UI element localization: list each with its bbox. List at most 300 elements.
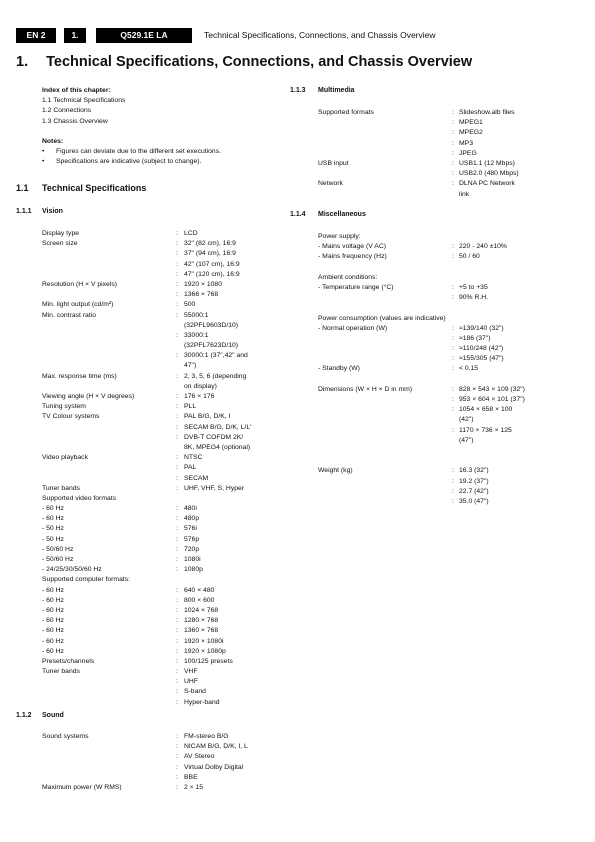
spec-separator: : [452, 119, 454, 127]
chapter-index [42, 86, 282, 127]
spec-value: 1080i [184, 556, 201, 563]
spec-row [318, 314, 583, 324]
spec-label: - Mains voltage (V AC) [318, 243, 386, 251]
spec-separator: : [176, 311, 178, 319]
spec-separator: : [176, 352, 178, 360]
spec-row [42, 555, 287, 565]
spec-value: ≈139/140 (32") [459, 324, 504, 332]
spec-value: (32PFL9603D/10) [184, 321, 239, 329]
spec-row [42, 453, 287, 463]
spec-row [42, 311, 287, 321]
spec-value: 720p [184, 545, 200, 553]
spec-label: Ambient conditions: [318, 273, 378, 281]
spec-value: ≈186 (37") [459, 334, 491, 342]
spec-row [318, 293, 583, 303]
spec-value: < 0.15 [459, 365, 479, 373]
multimedia-spec-table [318, 108, 583, 200]
spec-value: 576p [184, 535, 200, 543]
spec-value: 32" (82 cm), 16:9 [184, 240, 236, 248]
spec-row [318, 232, 583, 242]
spec-value: (47") [459, 436, 474, 444]
spec-value: 640 × 480 [184, 586, 215, 594]
notes [42, 137, 282, 168]
spec-separator: : [176, 763, 178, 771]
spec-row [42, 626, 287, 636]
spec-separator: : [176, 240, 178, 248]
spec-value: ≈110/248 (42") [459, 345, 504, 353]
sound-spec-table [42, 732, 287, 793]
spec-row [42, 382, 287, 392]
spec-separator: : [452, 355, 454, 363]
spec-separator: : [176, 647, 178, 655]
spec-row [42, 773, 287, 783]
spec-label: - Standby (W) [318, 365, 360, 373]
spec-value: 1054 × 658 × 100 [459, 406, 513, 414]
spec-separator: : [452, 170, 454, 178]
spec-value: 37" (94 cm), 16:9 [184, 250, 236, 258]
spec-row [42, 565, 287, 575]
spec-value: link [459, 190, 470, 198]
spec-separator: : [176, 783, 178, 791]
spec-row [318, 395, 583, 405]
spec-label: - 60 Hz [42, 505, 64, 513]
spec-separator: : [176, 230, 178, 237]
spec-separator: : [452, 324, 454, 332]
spec-separator: : [176, 637, 178, 645]
spec-separator: : [176, 698, 178, 706]
spec-row [42, 575, 287, 585]
spec-value: PLL [184, 403, 197, 411]
spec-separator: : [452, 253, 454, 261]
spec-label: - 60 Hz [42, 617, 64, 625]
spec-value: 480i [184, 505, 197, 513]
chapter-title: Technical Specifications, Connections, and Chassis Overview [46, 54, 473, 70]
spec-row [42, 535, 287, 545]
spec-value: 1920 × 1080i [184, 637, 224, 645]
spec-row [42, 545, 287, 555]
spec-separator: : [176, 606, 178, 614]
spec-value: 1024 × 768 [184, 606, 219, 614]
spec-value: 1280 × 768 [184, 617, 219, 625]
spec-row [42, 667, 287, 677]
spec-separator: : [452, 334, 454, 342]
note-item: • Figures can deviate due to the different set executions. [42, 147, 282, 157]
spec-label: Supported computer formats: [42, 576, 131, 584]
spec-separator: : [452, 283, 454, 291]
spec-row [318, 128, 583, 138]
spec-label: USB input [318, 159, 349, 167]
spec-row [42, 742, 287, 752]
spec-label: Presets/channels [42, 657, 95, 665]
spec-separator: : [176, 423, 178, 431]
spec-label: - Normal operation (W) [318, 324, 388, 332]
spec-separator: : [452, 139, 454, 147]
spec-row [318, 149, 583, 159]
page-header [0, 28, 595, 43]
spec-value: 47") [184, 362, 197, 370]
spec-row [318, 242, 583, 252]
section-number: 1.1 [16, 183, 29, 193]
spec-value: VHF [184, 668, 198, 676]
spec-value: DVB-T COFDM 2K/ [184, 433, 244, 441]
spec-label: - 60 Hz [42, 596, 64, 604]
spec-separator: : [452, 365, 454, 373]
spec-separator: : [176, 627, 178, 635]
spec-row [42, 657, 287, 667]
vision-spec-table [42, 229, 287, 708]
spec-separator: : [176, 372, 178, 380]
spec-value: AV Stereo [184, 753, 215, 761]
spec-separator: : [452, 406, 454, 414]
spec-row [42, 698, 287, 708]
spec-row [42, 752, 287, 762]
spec-separator: : [176, 586, 178, 594]
spec-label: Viewing angle (H × V degrees) [42, 393, 135, 400]
spec-separator: : [176, 566, 178, 574]
spec-row [318, 436, 583, 446]
header-tab-page: EN 2 [16, 28, 56, 43]
spec-row [42, 637, 287, 647]
spec-separator: : [176, 291, 178, 299]
spec-value: 480p [184, 515, 200, 523]
spec-value: NTSC [184, 454, 203, 462]
spec-value: 1366 × 768 [184, 291, 219, 299]
spec-row [318, 415, 583, 425]
spec-row [42, 229, 287, 239]
spec-value: Virtual Dolby Digital [184, 763, 244, 771]
spec-value: 1360 × 768 [184, 627, 219, 635]
spec-separator: : [452, 109, 454, 116]
spec-value: UHF [184, 678, 198, 686]
spec-row [42, 763, 287, 773]
spec-label: - 60 Hz [42, 647, 64, 655]
spec-row [318, 344, 583, 354]
spec-row [42, 270, 287, 280]
spec-row [42, 280, 287, 290]
spec-value: S-band [184, 688, 206, 696]
page-title [16, 54, 472, 70]
spec-label: Min. contrast ratio [42, 311, 97, 319]
spec-row [42, 331, 287, 341]
spec-separator: : [176, 250, 178, 258]
spec-value: ≈155/305 (47") [459, 355, 504, 363]
spec-value: 16.3 (32") [459, 467, 489, 475]
spec-row [42, 321, 287, 331]
spec-value: PAL [184, 464, 197, 472]
spec-row [42, 606, 287, 616]
spec-row [318, 263, 583, 273]
index-item[interactable]: 1.3 Chassis Overview [42, 117, 108, 125]
spec-value: USB2.0 (480 Mbps) [459, 170, 519, 178]
spec-separator: : [452, 294, 454, 302]
spec-row [42, 372, 287, 382]
spec-separator: : [176, 733, 178, 740]
header-tab-chassis: Q529.1E LA [96, 28, 192, 43]
spec-label: Power consumption (values are indicative) [318, 314, 446, 322]
spec-value: BBE [184, 773, 198, 781]
spec-separator: : [452, 159, 454, 167]
spec-row [42, 616, 287, 626]
spec-value: 19.2 (37") [459, 477, 489, 485]
spec-separator: : [176, 301, 178, 309]
spec-value: USB1.1 (12 Mbps) [459, 159, 515, 167]
spec-label: - Temperature range (°C) [318, 283, 394, 291]
spec-label: Weight (kg) [318, 467, 353, 475]
spec-row [42, 361, 287, 371]
spec-value: on display) [184, 382, 217, 390]
spec-label: Tuning system [42, 403, 86, 411]
spec-label: Maximum power (W RMS) [42, 783, 122, 791]
spec-value: PAL B/G, D/K, I [184, 413, 231, 421]
header-title: Technical Specifications, Connections, and Chassis Overview [204, 30, 436, 40]
spec-row [42, 484, 287, 494]
spec-separator: : [176, 454, 178, 462]
spec-separator: : [176, 556, 178, 563]
spec-value: (32PFL7623D/10) [184, 342, 239, 350]
spec-row [318, 375, 583, 385]
spec-row [42, 463, 287, 473]
spec-row [318, 303, 583, 313]
spec-label: Screen size [42, 240, 78, 248]
spec-row [42, 443, 287, 453]
spec-separator: : [176, 484, 178, 492]
spec-label: - 60 Hz [42, 586, 64, 594]
spec-separator: : [176, 515, 178, 523]
spec-row [318, 324, 583, 334]
spec-row [318, 446, 583, 456]
spec-value: 1080p [184, 566, 203, 574]
spec-row [318, 456, 583, 466]
spec-label: - 60 Hz [42, 637, 64, 645]
spec-row [42, 783, 287, 793]
spec-separator: : [452, 467, 454, 475]
section-title: Multimedia [318, 87, 355, 94]
spec-row [318, 426, 583, 436]
spec-row [42, 586, 287, 596]
spec-row [318, 487, 583, 497]
spec-separator: : [452, 487, 454, 495]
spec-separator: : [176, 688, 178, 696]
spec-value: 50 / 60 [459, 253, 480, 261]
spec-value: 2 × 15 [184, 783, 204, 791]
note-item: • Specifications are indicative (subject to change). [42, 157, 282, 167]
spec-value: JPEG [459, 149, 477, 157]
spec-separator: : [452, 129, 454, 137]
spec-separator: : [176, 280, 178, 288]
spec-row [318, 159, 583, 169]
index-heading: Index of this chapter: [42, 87, 111, 94]
index-item[interactable]: 1.1 Technical Specifications [42, 97, 126, 105]
spec-value: 42" (107 cm), 16:9 [184, 260, 240, 268]
spec-row [42, 514, 287, 524]
spec-row [42, 239, 287, 249]
spec-separator: : [452, 396, 454, 403]
spec-row [318, 283, 583, 293]
spec-separator: : [452, 149, 454, 157]
spec-label: Power supply: [318, 233, 361, 240]
section-number: 1.1.3 [290, 87, 306, 94]
spec-row [42, 433, 287, 443]
spec-separator: : [176, 433, 178, 441]
spec-row [318, 190, 583, 200]
spec-label: Video playback [42, 454, 88, 462]
spec-row [318, 364, 583, 374]
spec-separator: : [452, 243, 454, 251]
index-item[interactable]: 1.2 Connections [42, 107, 92, 115]
spec-label: - 60 Hz [42, 515, 64, 523]
spec-value: 22.7 (42") [459, 487, 489, 495]
spec-value: LCD [184, 230, 198, 237]
spec-separator: : [176, 596, 178, 604]
spec-value: MPEG1 [459, 119, 483, 127]
spec-row [318, 118, 583, 128]
spec-separator: : [176, 657, 178, 665]
spec-value: 176 × 176 [184, 393, 215, 400]
spec-row [42, 524, 287, 534]
spec-label: - 50/60 Hz [42, 556, 74, 563]
spec-label: - 60 Hz [42, 606, 64, 614]
spec-value: MP3 [459, 139, 473, 147]
spec-row [318, 497, 583, 507]
section-title: Technical Specifications [42, 183, 147, 193]
spec-label: Dimensions (W × H × D in mm) [318, 385, 413, 393]
spec-separator: : [176, 545, 178, 553]
spec-value: 1920 × 1080 [184, 280, 222, 288]
spec-value: FM-stereo B/G [184, 733, 229, 740]
spec-label: - 50 Hz [42, 525, 64, 533]
spec-separator: : [176, 474, 178, 482]
spec-row [42, 392, 287, 402]
spec-value: 100/125 presets [184, 657, 233, 665]
spec-row [318, 139, 583, 149]
spec-separator: : [452, 385, 454, 393]
spec-row [318, 354, 583, 364]
spec-separator: : [452, 180, 454, 188]
spec-value: 90% R.H. [459, 294, 489, 302]
spec-separator: : [176, 270, 178, 278]
spec-separator: : [176, 678, 178, 686]
spec-row [42, 290, 287, 300]
spec-row [318, 385, 583, 395]
spec-value: 576i [184, 525, 197, 533]
spec-separator: : [176, 331, 178, 339]
spec-separator: : [176, 403, 178, 411]
section-number: 1.1.2 [16, 712, 32, 719]
spec-separator: : [452, 426, 454, 434]
spec-row [42, 260, 287, 270]
spec-row [42, 351, 287, 361]
spec-value: +5 to +35 [459, 283, 488, 291]
spec-row [318, 108, 583, 118]
spec-value: 8K, MPEG4 (optional) [184, 443, 251, 451]
spec-label: Network [318, 180, 343, 188]
spec-value: 1920 × 1080p [184, 647, 226, 655]
spec-separator: : [452, 477, 454, 485]
spec-value: Hyper-band [184, 698, 220, 706]
spec-row [42, 732, 287, 742]
spec-row [42, 474, 287, 484]
spec-separator: : [176, 668, 178, 676]
spec-value: Slideshow.alb files [459, 109, 515, 116]
spec-separator: : [176, 464, 178, 472]
spec-separator: : [176, 393, 178, 400]
spec-value: 1170 × 736 × 125 [459, 426, 512, 434]
spec-row [42, 300, 287, 310]
spec-label: TV Colour systems [42, 413, 100, 421]
spec-value: 35.0 (47") [459, 497, 489, 505]
section-number: 1.1.1 [16, 208, 32, 215]
spec-row [42, 249, 287, 259]
spec-separator: : [176, 525, 178, 533]
spec-row [318, 334, 583, 344]
spec-separator: : [176, 753, 178, 761]
spec-separator: : [452, 497, 454, 505]
spec-value: NICAM B/G, D/K, I, L [184, 743, 248, 751]
spec-separator: : [452, 345, 454, 353]
header-tab-chapter: 1. [64, 28, 86, 43]
chapter-number: 1. [16, 54, 29, 70]
spec-row [318, 273, 583, 283]
section-title: Vision [42, 208, 63, 215]
spec-separator: : [176, 617, 178, 625]
spec-value: 33000:1 [184, 331, 209, 339]
spec-row [318, 477, 583, 487]
spec-row [42, 341, 287, 351]
spec-value: DLNA PC Network [459, 180, 515, 188]
spec-separator: : [176, 505, 178, 513]
spec-separator: : [176, 535, 178, 543]
spec-label: Sound systems [42, 733, 89, 740]
spec-label: - 50/60 Hz [42, 545, 74, 553]
spec-value: 55000:1 [184, 311, 209, 319]
spec-label: Max. response time (ms) [42, 372, 117, 380]
spec-label: Resolution (H × V pixels) [42, 280, 117, 288]
spec-row [42, 596, 287, 606]
spec-value: SECAM [184, 474, 209, 482]
section-number: 1.1.4 [290, 211, 306, 218]
spec-value: 2, 3, 5, 6 (depending [184, 372, 247, 380]
spec-separator: : [176, 773, 178, 781]
spec-value: 800 × 600 [184, 596, 215, 604]
spec-value: UHF, VHF, S, Hyper [184, 484, 245, 492]
spec-separator: : [176, 260, 178, 268]
spec-row [42, 402, 287, 412]
spec-row [318, 466, 583, 476]
spec-label: Supported video formats [42, 494, 117, 502]
miscellaneous-spec-table [318, 232, 583, 507]
spec-value: 30000:1 (37",42" and [184, 352, 248, 360]
spec-label: - Mains frequency (Hz) [318, 253, 387, 261]
spec-value: SECAM B/G, D/K, L/L' [184, 423, 252, 431]
spec-row [42, 687, 287, 697]
spec-row [318, 179, 583, 189]
spec-row [42, 647, 287, 657]
section-title: Miscellaneous [318, 211, 366, 218]
spec-label: Supported formats [318, 109, 374, 116]
spec-row [42, 677, 287, 687]
spec-label: - 50 Hz [42, 535, 64, 543]
notes-heading: Notes: [42, 138, 64, 145]
spec-value: 500 [184, 301, 196, 309]
spec-label: - 60 Hz [42, 627, 64, 635]
spec-label: Tuner bands [42, 484, 80, 492]
spec-label: Display type [42, 230, 80, 237]
spec-value: 953 × 604 × 101 (37") [459, 396, 525, 403]
spec-value: 47" (120 cm), 16:9 [184, 270, 240, 278]
spec-row [42, 504, 287, 514]
spec-value: (42") [459, 416, 474, 424]
spec-label: Min. light output (cd/m²) [42, 301, 114, 309]
